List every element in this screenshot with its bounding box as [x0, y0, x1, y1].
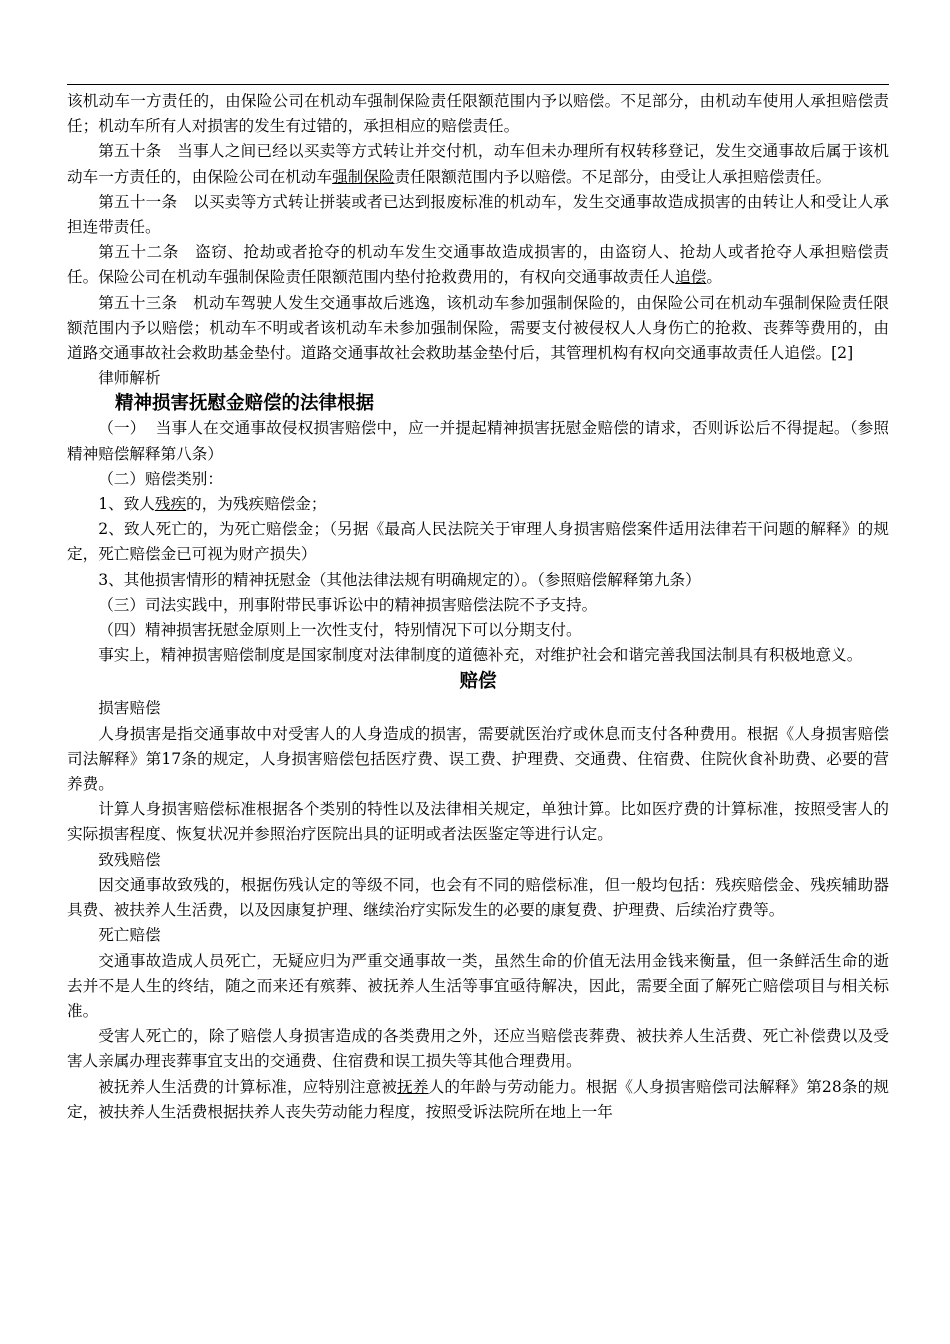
text-run: 被抚养人生活费的计算标准，应特别注意被: [98, 1077, 398, 1096]
paragraph-article-50: [67, 139, 889, 189]
subsection-label: 致残赔偿: [98, 850, 161, 869]
text-run: 的，为残疾赔偿金；: [186, 495, 327, 514]
paragraph-article-51: 第五十一条 以买卖等方式转让拼装或者已达到报废标准的机动车，发生交通事故造成损害的由转让人和受让人承担连带责任。: [67, 192, 889, 237]
text-run: 责任限额范围内予以赔偿。不足部分，由受让人承担赔偿责任。: [394, 167, 832, 186]
subsection-label: 损害赔偿: [98, 699, 161, 718]
list-item: [67, 492, 889, 517]
lawyer-analysis-label: 律师解析: [98, 369, 161, 388]
list-item: 3、其他损害情形的精神抚慰金（其他法律法规有明确规定的）。（参照赔偿解释第九条）: [98, 570, 701, 589]
paragraph: 事实上，精神损害赔偿制度是国家制度对法律制度的道德补充，对维护社会和谐完善我国法制具有积极地意义。: [98, 646, 863, 665]
paragraph-article-52: [67, 240, 889, 290]
link-compulsory-insurance[interactable]: 强制保险: [332, 167, 395, 186]
list-item: （三）司法实践中，刑事附带民事诉讼中的精神损害赔偿法院不予支持。: [98, 595, 598, 614]
text-run: 。: [706, 268, 722, 287]
link-dependent[interactable]: 抚养: [397, 1077, 429, 1096]
text-run: 人的年龄与劳动能力。根据《人身损害赔偿司法解释》第28条的规定，被扶养人生活费根据扶养人丧失劳动能力程度，按照受诉法院所在地上一年: [67, 1077, 889, 1121]
paragraph-article-53: 第五十三条 机动车驾驶人发生交通事故后逃逸，该机动车参加强制保险的，由保险公司在机动车强制保险责任限额范围内予以赔偿；机动车不明或者该机动车未参加强制保险，需要支付被侵权人人身伤亡的抢救、丧葬等费用的，由道路交通事故社会救助基金垫付。道路交通事故社会救助基金垫付后，其管理机构有权向交通事故责任人追偿。[2]: [67, 293, 889, 363]
section-title-compensation: 赔偿: [459, 671, 497, 693]
document-page: [67, 84, 889, 1125]
paragraph: 受害人死亡的，除了赔偿人身损害造成的各类费用之外，还应当赔偿丧葬费、被扶养人生活费、死亡补偿费以及受害人亲属办理丧葬事宜支出的交通费、住宿费和误工损失等其他合理费用。: [67, 1027, 889, 1071]
paragraph: 该机动车一方责任的，由保险公司在机动车强制保险责任限额范围内予以赔偿。不足部分，由机动车使用人承担赔偿责任；机动车所有人对损害的发生有过错的，承担相应的赔偿责任。: [67, 92, 889, 136]
paragraph: [67, 1075, 889, 1125]
section-title-mental-damages: 精神损害抚慰金赔偿的法律根据: [115, 393, 375, 415]
list-item: （二）赔偿类别：: [98, 469, 223, 488]
link-disability[interactable]: 残疾: [154, 495, 187, 514]
paragraph: 交通事故造成人员死亡，无疑应归为严重交通事故一类，虽然生命的价值无法用金钱来衡量，但一条鲜活生命的逝去并不是人生的终结，随之而来还有殡葬、被抚养人生活等事宜亟待解决，因此，需要全面了解死亡赔偿项目与相关标准。: [67, 951, 889, 1020]
paragraph: 计算人身损害赔偿标准根据各个类别的特性以及法律相关规定，单独计算。比如医疗费的计算标准，按照受害人的实际损害程度、恢复状况并参照治疗医院出具的证明或者法医鉴定等进行认定。: [67, 800, 889, 844]
subsection-label: 死亡赔偿: [98, 926, 161, 945]
text-run: 第五十条 当事人之间已经以买卖等方式转让并交付机，动车但未办理所有权转移登记，发生交通事故后属于该机动车一方责任的，由保险公司在机动车: [67, 142, 889, 186]
paragraph: 因交通事故致残的，根据伤残认定的等级不同，也会有不同的赔偿标准，但一般均包括：残疾赔偿金、残疾辅助器具费、被扶养人生活费，以及因康复护理、继续治疗实际发生的必要的康复费、护理费、后续治疗费等。: [67, 875, 889, 920]
header-rule: [67, 84, 889, 85]
text-run: 1、致人: [98, 495, 155, 514]
link-recovery[interactable]: 追偿: [675, 268, 707, 287]
paragraph: （一） 当事人在交通事故侵权损害赔偿中，应一并提起精神损害抚慰金赔偿的请求，否则诉讼后不得提起。（参照精神赔偿解释第八条）: [67, 419, 889, 463]
list-item: （四）精神损害抚慰金原则上一次性支付，特别情况下可以分期支付。: [98, 621, 582, 640]
text-run: 第五十二条 盗窃、抢劫或者抢夺的机动车发生交通事故造成损害的，由盗窃人、抢劫人或者抢夺人承担赔偿责任。保险公司在机动车强制保险责任限额范围内垫付抢救费用的，有权向交通事故责任人: [67, 243, 889, 287]
paragraph: 人身损害是指交通事故中对受害人的人身造成的损害，需要就医治疗或休息而支付各种费用。根据《人身损害赔偿司法解释》第17条的规定，人身损害赔偿包括医疗费、误工费、护理费、交通费、住宿费、住院伙食补助费、必要的营养费。: [67, 724, 889, 794]
list-item: 2、致人死亡的，为死亡赔偿金；（另据《最高人民法院关于审理人身损害赔偿案件适用法律若干问题的解释》的规定，死亡赔偿金已可视为财产损失）: [67, 520, 889, 564]
